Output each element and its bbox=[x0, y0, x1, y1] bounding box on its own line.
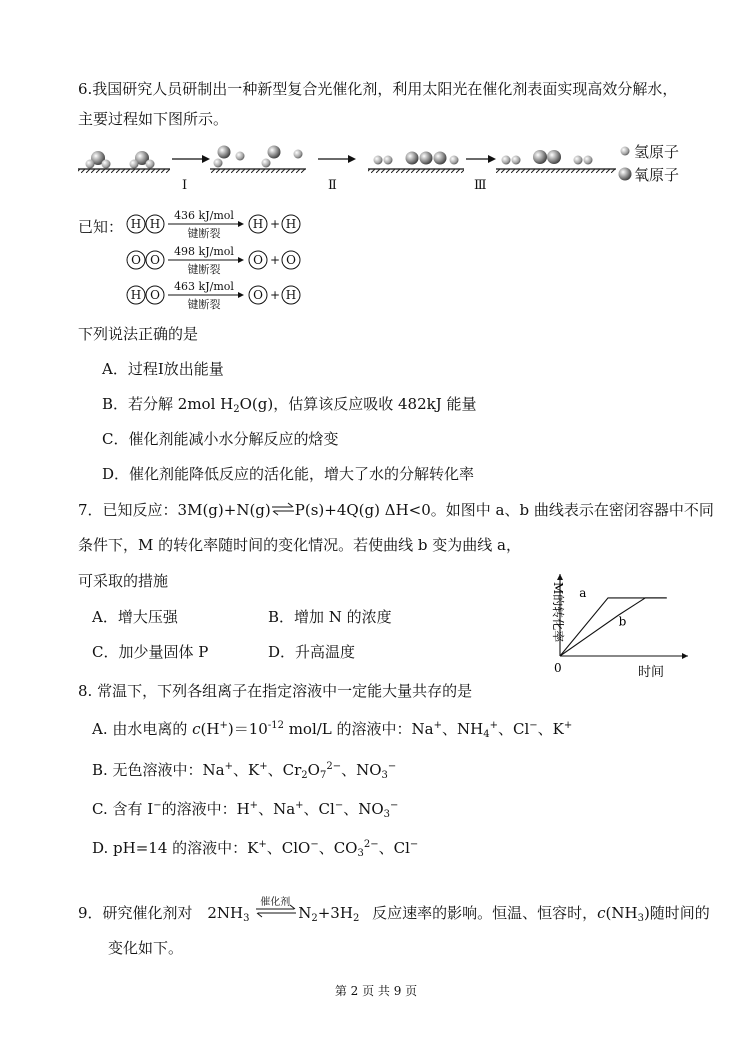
atom-label: O bbox=[286, 253, 296, 267]
plus-sign: + bbox=[269, 288, 281, 302]
known-label: 已知： bbox=[78, 218, 124, 236]
q6-option-a: A．过程Ⅰ放出能量 bbox=[102, 360, 224, 378]
atom-label: O bbox=[150, 288, 160, 302]
catalyst-surface-2 bbox=[368, 169, 464, 173]
bond-energy: 463 kJ/mol bbox=[174, 280, 234, 293]
stage-3-atoms bbox=[502, 150, 593, 165]
process-arrow-2 bbox=[318, 155, 356, 163]
q8-option-d: D. pH=14 的溶液中：K+、ClO−、$CO_3^{2-}$、Cl− bbox=[92, 839, 419, 859]
stage-label-3: Ⅲ bbox=[474, 178, 487, 193]
stage-label-1: Ⅰ bbox=[182, 178, 188, 193]
q9-stem-line1: 9．研究催化剂对 $2NH_3$ 催化剂 $N_2+3H_2$ 反应速率的影响。恒温、恒容时，$c(NH_3)$随时间的 bbox=[78, 902, 710, 930]
atom-label: H bbox=[252, 217, 264, 231]
q7-stem-line1: 7．已知反应：3M(g)+N(g) P(s)+4Q(g) ΔH<0。如图中 a、b 曲线表示在密闭容器中不同 bbox=[78, 501, 714, 519]
x-axis-arrowhead bbox=[682, 653, 688, 659]
q7-option-c: C．加少量固体 P bbox=[92, 643, 209, 661]
page-footer: 第 2 页 共 9 页 bbox=[334, 984, 418, 998]
bond-action: 键断裂 bbox=[187, 227, 221, 240]
bond-action: 键断裂 bbox=[187, 298, 221, 311]
q6-option-c: C．催化剂能减小水分解反应的焓变 bbox=[102, 430, 339, 448]
bond-energy: 436 kJ/mol bbox=[174, 209, 234, 222]
water-splitting-diagram bbox=[76, 138, 696, 200]
atom-label: H bbox=[285, 217, 297, 231]
catalyst-arrow bbox=[254, 897, 298, 920]
bond-energy: 498 kJ/mol bbox=[174, 245, 234, 258]
atom-label: O bbox=[253, 288, 263, 302]
q8-option-b: B. 无色溶液中：Na+、K+、$Cr_2O_7^{2-}$、$NO_3^-$ bbox=[92, 761, 397, 781]
q8-option-a: A. 由水电离的 $c(H^+)=10^{-12}$ mol/L 的溶液中：Na+、$NH_4^+$、Cl−、K+ bbox=[92, 720, 573, 740]
legend-hydrogen: 氢原子 bbox=[634, 143, 680, 161]
q7-option-a: A．增大压强 bbox=[92, 608, 178, 626]
q9-equation: $2NH_3$ 催化剂 $N_2+3H_2$ bbox=[207, 902, 359, 930]
stage-2-atoms bbox=[374, 152, 459, 165]
q7-option-d: D．升高温度 bbox=[268, 643, 356, 661]
series-label-a: a bbox=[579, 586, 587, 601]
conversion-time-chart bbox=[528, 562, 698, 686]
plus-sign: + bbox=[269, 253, 281, 267]
process-arrow-1 bbox=[172, 155, 210, 163]
q8-stem: 8. 常温下，下列各组离子在指定溶液中一定能大量共存的是 bbox=[78, 682, 473, 700]
atom-label: O bbox=[253, 253, 263, 267]
q7-stem-line3: 可采取的措施 bbox=[78, 572, 169, 590]
q6-option-b: B．若分解 2mol $H_2O(g)$，估算该反应吸收 482kJ 能量 bbox=[102, 395, 477, 415]
catalyst-surface-1 bbox=[210, 169, 306, 173]
q7-stem-line2: 条件下，M 的转化率随时间的变化情况。若使曲线 b 变为曲线 a， bbox=[78, 536, 521, 554]
process-arrow-3 bbox=[466, 155, 496, 163]
plus-sign: + bbox=[269, 217, 281, 231]
atom-label: H bbox=[130, 288, 142, 302]
series-label-b: b bbox=[618, 614, 627, 629]
q9-stem-line2: 变化如下。 bbox=[108, 939, 184, 957]
hydrogen-legend-icon bbox=[621, 147, 630, 156]
q6-stem-line2: 主要过程如下图所示。 bbox=[78, 110, 229, 128]
water-molecule bbox=[86, 151, 111, 169]
y-axis-label: M的转化率 bbox=[551, 582, 565, 643]
q6-prompt: 下列说法正确的是 bbox=[78, 325, 199, 343]
x-axis-label: 时间 bbox=[638, 665, 665, 680]
bond-action: 键断裂 bbox=[187, 263, 221, 276]
q6-option-d: D．催化剂能降低反应的活化能，增大了水的分解转化率 bbox=[102, 465, 475, 483]
q7-option-b: B．增加 N 的浓度 bbox=[268, 608, 392, 626]
stage-1-atoms bbox=[214, 146, 303, 168]
stage-label-2: Ⅱ bbox=[328, 178, 337, 193]
water-molecule bbox=[130, 151, 155, 169]
oxygen-legend-icon bbox=[619, 168, 632, 181]
q6-stem-line1: 6.我国研究人员研制出一种新型复合光催化剂，利用太阳光在催化剂表面实现高效分解水， bbox=[78, 80, 678, 98]
curve-b bbox=[560, 598, 667, 656]
atom-label: H bbox=[285, 288, 297, 302]
equilibrium-arrow-icon bbox=[254, 904, 298, 922]
catalyst-surface-0 bbox=[78, 169, 170, 173]
q8-option-c: C. 含有 I−的溶液中：H+、Na+、Cl−、$NO_3^-$ bbox=[92, 800, 399, 820]
curve-a bbox=[560, 598, 667, 656]
y-axis-arrowhead bbox=[557, 574, 563, 580]
atom-label: O bbox=[131, 253, 141, 267]
legend-oxygen: 氧原子 bbox=[634, 166, 680, 184]
atom-label: H bbox=[130, 217, 142, 231]
equilibrium-arrow-icon bbox=[271, 502, 295, 516]
catalyst-surface-3 bbox=[496, 169, 616, 173]
bond-energy-reactions bbox=[124, 208, 324, 312]
atom-label: H bbox=[149, 217, 161, 231]
origin-label: 0 bbox=[554, 661, 562, 675]
catalyst-label: 催化剂 bbox=[260, 897, 291, 908]
atom-label: O bbox=[150, 253, 160, 267]
